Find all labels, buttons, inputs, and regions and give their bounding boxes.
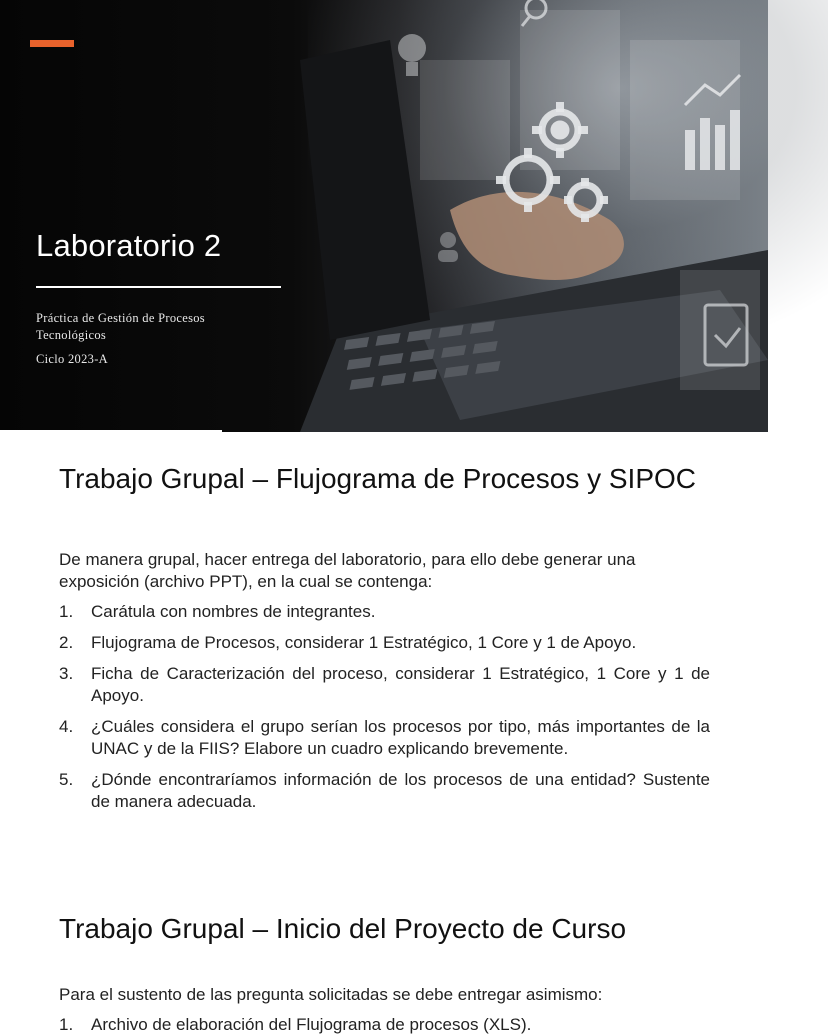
user-icon bbox=[438, 232, 458, 262]
list-text: ¿Dónde encontraríamos información de los procesos de una entidad? Sustente de manera adecuada. bbox=[91, 770, 710, 811]
list-item bbox=[59, 1014, 710, 1036]
slide-intro: De manera grupal, hacer entrega del laboratorio, para ello debe generar una exposición (archivo PPT), en la cual se contenga: bbox=[59, 550, 636, 591]
list-number: 1. bbox=[59, 1015, 74, 1034]
cover-title: Laboratorio 2 bbox=[36, 228, 222, 263]
laptop-gears-illustration bbox=[300, 0, 768, 432]
slide-flujograma bbox=[0, 432, 768, 872]
list-number: 5. bbox=[59, 770, 74, 789]
task-list bbox=[59, 1014, 710, 1036]
list-text: ¿Cuáles considera el grupo serían los procesos por tipo, más importantes de la UNAC y de la FIIS? Elabore un cuadro explicando brevemente. bbox=[91, 717, 710, 758]
list-text: Ficha de Caracterización del proceso, considerar 1 Estratégico, 1 Core y 1 de Apoyo. bbox=[91, 664, 710, 705]
task-list bbox=[59, 601, 710, 813]
list-number: 2. bbox=[59, 633, 74, 652]
list-text: Flujograma de Procesos, considerar 1 Estratégico, 1 Core y 1 de Apoyo. bbox=[91, 633, 637, 652]
laptop-screen bbox=[300, 40, 430, 340]
list-item bbox=[59, 716, 710, 760]
title-divider bbox=[36, 286, 281, 288]
list-number: 3. bbox=[59, 664, 74, 683]
list-item bbox=[59, 601, 710, 623]
slide-title: Trabajo Grupal – Flujograma de Procesos y SIPOC bbox=[59, 463, 697, 494]
list-number: 1. bbox=[59, 602, 74, 621]
slide-title: Trabajo Grupal – Inicio del Proyecto de Curso bbox=[59, 913, 627, 944]
accent-bar bbox=[30, 40, 74, 47]
cover-subtitle: Práctica de Gestión de Procesos Tecnológicos bbox=[36, 311, 205, 342]
list-item bbox=[59, 769, 710, 813]
list-item bbox=[59, 632, 710, 654]
cover-slide bbox=[0, 0, 768, 432]
list-item bbox=[59, 663, 710, 707]
list-number: 4. bbox=[59, 717, 74, 736]
slide-intro: Para el sustento de las pregunta solicitadas se debe entregar asimismo: bbox=[59, 985, 603, 1004]
list-text: Carátula con nombres de integrantes. bbox=[91, 602, 376, 621]
list-text: Archivo de elaboración del Flujograma de procesos (XLS). bbox=[91, 1015, 532, 1034]
slide-body bbox=[59, 549, 710, 813]
cover-cycle: Ciclo 2023-A bbox=[36, 352, 108, 366]
slide-proyecto bbox=[0, 872, 768, 1034]
slide-body bbox=[59, 984, 710, 1036]
